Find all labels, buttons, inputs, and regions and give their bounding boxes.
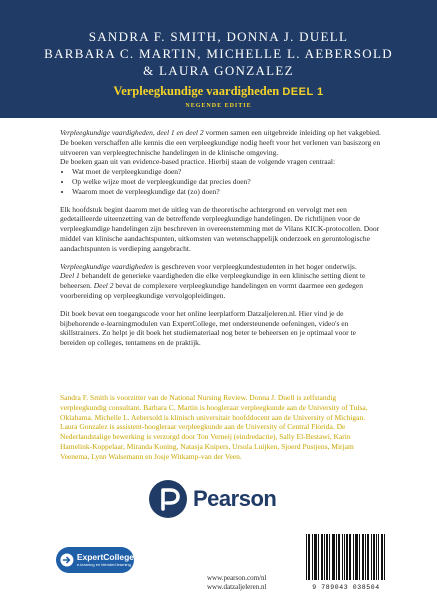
intro-paragraph xyxy=(60,128,382,167)
audience-italic: Verpleegkundige vaardigheden xyxy=(60,261,153,271)
author-line: BARBARA C. MARTIN, MICHELLE L. AEBERSOLD xyxy=(44,46,393,61)
author-line: & LAURA GONZALEZ xyxy=(143,63,294,78)
website-url: www.datzaljeleren.nl xyxy=(207,583,267,591)
deel1-label: Deel 1 xyxy=(60,271,80,281)
deel2-text: bevat de complexere verpleegkundige handelingen en vormt daarmee een gedegen voorbereiding op verpleegkundige vervolgopleidingen. xyxy=(60,281,364,300)
intro-italic: Verpleegkundige vaardigheden, deel 1 en deel 2 xyxy=(60,128,204,137)
edition-label: NEGENDE EDITIE xyxy=(185,103,252,109)
question-item: • Op welke wijze moet de verpleegkundige dat precies doen? xyxy=(72,177,382,187)
deel2-label: Deel 2 xyxy=(93,281,114,291)
book-title-part: DEEL 1 xyxy=(282,86,324,98)
pearson-logo xyxy=(149,480,276,518)
book-title xyxy=(0,84,437,99)
question-item: • Wat moet de verpleegkundige doen? xyxy=(72,167,382,177)
expertcollege-tagline: e-learning en blended learning xyxy=(76,562,131,567)
blurb xyxy=(60,128,382,356)
question-item: • Waarom moet de verpleegkundige dat (zo) doen? xyxy=(72,187,382,197)
website-list xyxy=(207,574,266,592)
book-title-main: Verpleegkundige vaardigheden xyxy=(113,84,280,98)
chapter-paragraph: Elk hoofdstuk begint daarom met de uitleg van de theoretische achtergrond en vervolgt met een gedetailleerde uiteenzetting van de betreffende verpleegkundige handelingen. De richtlijnen voor de verpleegkundige handelingen zijn beschreven in overeenstemming met de Vilans KICK-protocollen. Door middel van klinische aandachtspunten, uitkomsten van wetenschappelijk onderzoek en gerontologische aandachtspunten is verdieping aangebracht. xyxy=(60,204,380,253)
expertcollege-logo xyxy=(56,547,134,573)
audience-text: is geschreven voor verpleegkundestudenten in het hoger onderwijs. xyxy=(152,261,357,271)
audience-paragraph xyxy=(60,262,382,301)
author-line: SANDRA F. SMITH, DONNA J. DUELL xyxy=(88,29,349,44)
website-url: www.pearson.com/nl xyxy=(207,574,267,582)
cover-header xyxy=(0,0,437,118)
author-bio: Sandra F. Smith is voorzitter van de National Nursing Review. Donna J. Duell is zelfstandig verpleegkundig consultant. Barbara C. Martin is hoogleraar verpleegkunde aan de University of Tulsa, Oklahama. Michelle L. Aebersold is klinisch universitair hoofddocent aan de University of Michigan. Laura Gonzalez is assistent-hoogleraar verpleegkunde aan de University of Central Florida. De Nederlandstalige bewerking is verzorgd door Ton Verneij (eindredactie), Sally El-Bestawi, Karin Hamelink-Koppelaar, Miranda Koning, Natasja Kuipers, Ursula Luijken, Sjoerd Pustjens, Mirjam Veenema, Lynn Walsemann en Josje Witkamp-van der Veen. xyxy=(60,393,368,461)
pearson-wordmark: Pearson xyxy=(193,486,277,511)
pearson-p-icon xyxy=(149,480,187,518)
isbn-barcode xyxy=(300,532,392,596)
deel1-text: behandelt de generieke vaardigheden die elke verpleegkundige in een klinische setting dient te beheersen. xyxy=(60,271,366,291)
intro-line2: De boeken gaan uit van evidence-based practice. Hierbij staan de volgende vragen centraal: xyxy=(60,157,336,167)
intro-text: vormen samen een uitgebreide inleiding op het vakgebied. De boeken verschaffen alle kennis die een verpleegkundige nodig heeft voor het verlenen van basiszorg en uitvoeren van verpleegtechnische handelingen in de klinische omgeving. xyxy=(60,128,381,157)
author-list xyxy=(0,28,437,79)
expertcollege-name: ExpertCollege xyxy=(76,552,134,562)
platform-paragraph: Dit boek bevat een toegangscode voor het online leerplatform Datzaljeleren.nl. Hier vind je de bijbehorende e-learningmodulen van ExpertCollege, met ondersteunende oefeningen, video's en skillstrainers. Zo helpt je dit boek het studiemateriaal nog beter te beheersen en je optimaal voor te bereiden op colleges, tentamens en de praktijk. xyxy=(60,308,356,348)
expertcollege-arrow-icon xyxy=(60,552,74,568)
question-list xyxy=(60,167,382,196)
barcode-bars xyxy=(306,534,386,584)
isbn-digits: 9 789043 038504 xyxy=(312,584,380,591)
